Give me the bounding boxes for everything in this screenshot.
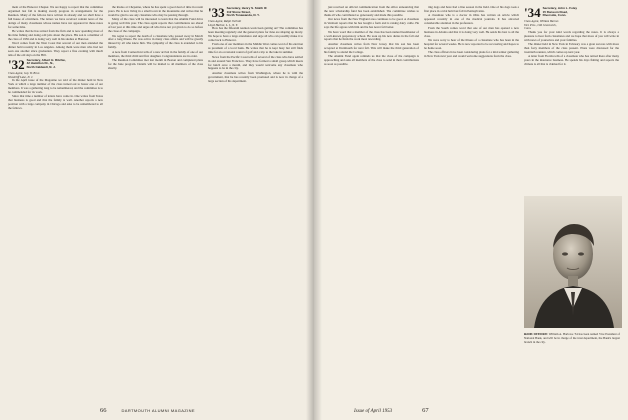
paragraph: ment of the Hanover Chapter. We are happy to report that the committee organized last fall is making steady progress in arrangements for the Reunion. Many of the fellows have written in already and we shall have a full house of old-timers. The letters we have received contain news of the doings of many classmates whose names have not appeared in these notes for some time. [8, 6, 103, 29]
portrait-image [524, 196, 622, 328]
paragraph: A classmate who is a doctor in Ohio has written an article which appeared recently in one of the medical journals. It has attracted considerable attention in the profession. [424, 13, 519, 26]
paragraph: Thank you for your kind words regarding the notes. It is always a pleasure to hear from classmates and we hope that more of you will write in with news of yourselves and your families. [524, 29, 619, 42]
paragraph: He writes that he has retired from the firm and is now spending most of his time fishing and doing odd jobs about the place. His son is a member of the class of 1956 and is doing very well in his studies at Hanover. [8, 29, 103, 41]
paragraph: The class officers have been considering plans for a mid-winter gathering in New York next year and would welcome suggestions from the class. [424, 50, 519, 59]
class-section-header [208, 7, 303, 19]
paragraph: A note from Connecticut tells of a new arrival in the family of one of our members, the third child and first daughter. Congratulations are in order. [108, 49, 203, 58]
secretary-line: North Tonawanda, N. Y. [226, 13, 260, 17]
issue-date: Issue of April 1953 [354, 409, 393, 414]
class-year: '33 [208, 7, 225, 19]
class-agent-line: Lloyd Harbor, L. I., N. Y. [208, 22, 238, 27]
page-number: 66 [100, 407, 107, 414]
secretary-line: Secretary, John L. Foley [542, 7, 578, 10]
paragraph: Many of the class will be interested to learn that the Alumni Fund drive is going well this year. The class agent reports that contributions are ahead of last year at this time and urges all who have not yet given to do so before the close of the campaign. [108, 17, 203, 34]
paragraph: the Rodeo at Cheyenne, where he has spent a good deal of time in recent years. He is now living in a small town in the mountains and writes that he would be glad to see any classmate who may be passing through. [108, 6, 203, 17]
caption-text: William A. Harlowe '34 has been named Vice President of National Bank, and will be in charge of the trust department, the Bank's largest branch in the city. [524, 332, 620, 344]
paragraph: ting dogs and have had a fine season in the field. One of his dogs took a first place in a trial held last fall in Pennsylvania. [424, 6, 519, 13]
paragraph: The Reunion Committee met last month in Boston and completed plans for the June program. Details will be mailed to all members of the class shortly. [108, 58, 203, 70]
class-agent-line: Class Agent, William Barnes [524, 19, 559, 23]
text-column [208, 6, 303, 400]
photo-caption [524, 333, 620, 345]
paragraph: From the South comes word that one of our men has opened a new business in Atlanta and that it is doing very well. He sends his best to all the class. [424, 25, 519, 38]
text-column [324, 6, 419, 400]
secretary-line: Riverside, Conn. [542, 13, 567, 17]
class-section-header [8, 59, 103, 71]
secretary-line: North Caldwell, N. J. [26, 64, 56, 69]
class-year: '32 [8, 58, 25, 71]
paragraph: How has the fifteenth reunion work been getting on? The committee has been meeting regularly and the general plans for June are shaping up nicely. We hope to have a large attendance and urge all who can possibly make it to come back to Hanover. [208, 26, 303, 42]
caption-lead: BANK OFFICER: [524, 332, 548, 336]
paragraph: News from the Pacific Coast tells of several of the class who have settled in and around San Francisco. They have formed a small group which meets for lunch once a month, and they would welcome any classmate who happens to be in the city. [208, 54, 303, 71]
paragraph: We have word that a member of the class has been named headmaster of a well-known preparatory school. He took up his new duties in the fall and reports that he finds the work most rewarding. [324, 29, 419, 42]
class-agent-line: Class Agent, Guy W. Brun [8, 70, 40, 75]
paragraph: Our news from the New England area continues to be good. A classmate in Vermont reports that he has bought a farm and is raising dairy cattle. He says the life agrees with him and he has never felt better. [324, 17, 419, 30]
page-footer [354, 407, 429, 414]
text-column [8, 6, 103, 400]
magazine-name: DARTMOUTH ALUMNI MAGAZINE [121, 408, 195, 413]
paragraph: We were sorry to hear of the illness of a classmate who has been in the hospital for several weeks. He is now reported to be recovering and hopes to be home soon. [424, 38, 519, 50]
text-column [108, 6, 203, 400]
page-number: 67 [422, 407, 429, 414]
page-gutter [306, 0, 322, 420]
right-page [314, 0, 628, 420]
class-agent-line: Conn. [524, 26, 532, 31]
secretary-line: 42 Hamilton Dr., N., [26, 61, 54, 66]
paragraph: A letter from Florida tells of a classmate who has retired there after many years in the insurance business. He spends his days fishing and reports the climate is all that is claimed for it. [524, 54, 619, 67]
page-footer [100, 407, 195, 414]
portrait-photo [524, 196, 622, 328]
paragraph: We regret to report the death of a classmate who passed away in March after a long illness. He was active in many class affairs and will be greatly missed by all who knew him. The sympathy of the class is extended to his family. [108, 33, 203, 50]
secretary-line: Secretary, Henry S. Smith III [226, 7, 267, 10]
paragraph: In the April issue of the Magazine we told of the dinner held in New York at which a large number of the class turned out to honor one of our members. It was a gathering long to be remembered, and the committee is to be commended for its work. [8, 78, 103, 94]
paragraph: From one of our members in the Middle West comes word of his election as president of a local bank. He writes that he is kept busy but still finds time for an occasional round of golf and a trip to the lake in summer. [208, 42, 303, 55]
text-column [424, 6, 519, 400]
paragraph: Another classmate writes from Washington, where he is with the government, that he has recently been promoted and is now in charge of a large section of his department. [208, 70, 303, 83]
secretary-line: 112 Stone Street, [226, 9, 251, 14]
text-column [524, 6, 619, 192]
paragraph: Another classmate writes from New Jersey that his son has been accepted at Dartmouth for next fall. This will make the third generation of his family to attend the College. [324, 41, 419, 54]
class-agent-line: Class Agent, Ralph Oerholt [208, 19, 242, 23]
secretary-line: Secretary, Albert H. Ritchie, [26, 58, 66, 62]
paragraph: Word comes from the West Coast that several of our men attended the dinner held recently in Los Angeles. Among them were men who had not seen one another since graduation. They report a fine evening with much talk of the old days on the Hill. [8, 41, 103, 58]
class-year: '34 [524, 7, 541, 19]
class-agent-line: Vice Pres., Old Greenwich, [524, 22, 557, 27]
paragraph: just received an official communication from the office announcing that the new scholarship fund has been established. The committee wishes to thank all who contributed so generously and made this possible. [324, 6, 419, 17]
class-section-header [524, 7, 619, 19]
class-agent-line: Woodcliff Lake, N. J. [8, 74, 34, 79]
paragraph: The dinner held in New York in February was a great success with more than forty members of the class present. Plans were discussed for the twentieth reunion, which comes up next year. [524, 42, 619, 54]
paragraph: Since that time a number of letters have come in. One writes from Texas that business is good and that the family is well. Another reports a new position with a large company in Chicago and asks to be remembered to all the fellows. [8, 94, 103, 111]
secretary-line: 15 Ransom Road, [542, 9, 568, 14]
paragraph: The Alumni Fund agent reminds us that the close of the campaign is approaching and asks all members of the class to send in their contributions as soon as possible. [324, 54, 419, 67]
